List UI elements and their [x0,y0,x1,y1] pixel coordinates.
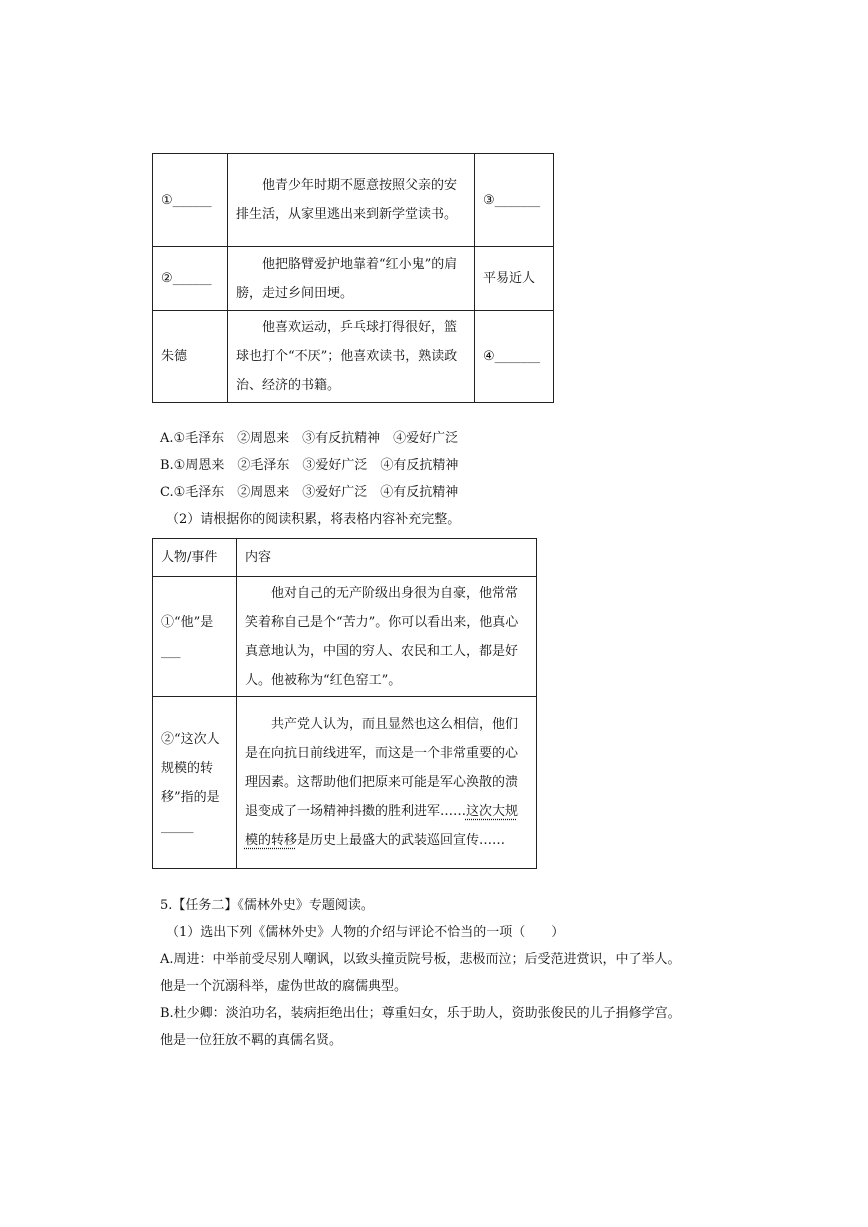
cell-label: ②“这次人规模的转移”指的是_____ [153,697,237,869]
question-2: （2）请根据你的阅读积累，将表格内容补充完整。 [166,512,461,527]
cell-name: 朱德 [153,311,228,403]
cell-label: ①“他”是___ [153,577,237,697]
cell-name: ①______ [153,154,228,247]
character-table [152,153,554,403]
cell-content [236,697,536,869]
cell-name: ②______ [153,247,228,311]
table-row [153,311,554,403]
table-row [153,577,537,697]
table-header-row [153,539,537,577]
option-b: B.①周恩来 ②毛泽东 ③爱好广泛 ④有反抗精神 [160,458,459,473]
cell-content: 他把胳臂爱护地靠着“红小鬼”的肩膀，走过乡间田埂。 [228,247,475,311]
passage-text-end: 是历史上最盛大的武装巡回宣传…… [296,833,505,848]
cell-content: 他青少年时期不愿意按照父亲的安排生活，从家里逃出来到新学堂读书。 [228,154,475,247]
passage-text: 共产党人认为，而且显然也这么相信，他们是在向抗日前线进军，而这是一个非常重要的心理因素。这帮助他们把原来可能是军心涣散的溃退变成了一场精神抖擞的胜利进军…… [244,717,518,819]
fill-table [152,538,537,869]
table-row [153,697,537,869]
cell-content: 他对自己的无产阶级出身很为自豪，他常常笑着称自己是个“苦力”。你可以看出来，他真心真意地认为，中国的穷人、农民和工人，都是好人。他被称为“红色窑工”。 [236,577,536,697]
table-row [153,247,554,311]
cell-trait: ③_______ [475,154,554,247]
option-b-line2: 他是一位狂放不羁的真儒名贤。 [160,1033,343,1048]
emphasized-text: 这次大规模的转移 [244,804,518,848]
cell-content: 他喜欢运动，乒乓球打得很好，篮球也打个“不厌”；他喜欢读书，熟读政治、经济的书籍。 [228,311,475,403]
header-person: 人物/事件 [153,539,237,577]
cell-trait: ④_______ [475,311,554,403]
option-a-line2: 他是一个沉溺科举，虚伪世故的腐儒典型。 [160,979,408,994]
option-c: C.①毛泽东 ②周恩来 ③爱好广泛 ④有反抗精神 [160,485,459,500]
cell-trait: 平易近人 [475,247,554,311]
question-5-1: （1）选出下列《儒林外史》人物的介绍与评论不恰当的一项（ ） [166,925,565,940]
table-row [153,154,554,247]
option-b-line1: B.杜少卿：淡泊功名，装病拒绝出仕；尊重妇女，乐于助人，资助张俊民的儿子捐修学宫。 [160,1006,681,1021]
header-content: 内容 [236,539,536,577]
section-title: 5.【任务二】《儒林外史》专题阅读。 [160,898,374,913]
option-a-line1: A.周进：中举前受尽别人嘲讽，以致头撞贡院号板，悲极而泣；后受范进赏识，中了举人。 [160,952,681,967]
option-a: A.①毛泽东 ②周恩来 ③有反抗精神 ④爱好广泛 [160,431,459,446]
